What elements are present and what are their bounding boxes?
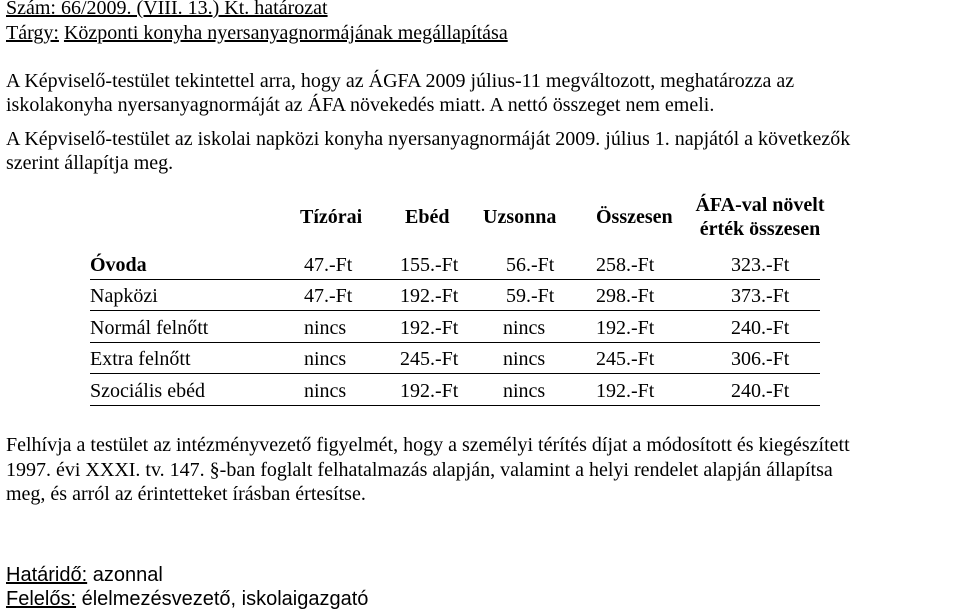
- row-label-szocialis-ebed: Szociális ebéd: [90, 380, 205, 402]
- table-cell: nincs: [304, 317, 347, 339]
- table-cell: 192.-Ft: [400, 285, 459, 307]
- row-label-napkozi: Napközi: [90, 285, 158, 307]
- row-divider: [90, 279, 820, 280]
- table-cell: nincs: [503, 348, 546, 370]
- intro-line-2: iskolakonyha nyersanyagnormáját az ÁFA növekedés miatt. A nettó összeget nem emeli.: [6, 94, 715, 116]
- table-cell: 192.-Ft: [400, 380, 459, 402]
- deadline-value: azonnal: [92, 564, 163, 586]
- row-divider: [90, 373, 820, 374]
- header-afa-line-2: érték összesen: [699, 218, 821, 240]
- closing-line-2: 1997. évi XXXI. tv. 147. §-ban foglalt felhatalmazás alapján, valamint a helyi rendelet alapján állapítsa: [6, 459, 833, 481]
- table-cell: 240.-Ft: [731, 317, 790, 339]
- responsible-line: [6, 588, 368, 611]
- table-cell: 192.-Ft: [596, 380, 655, 402]
- table-cell: 155.-Ft: [400, 254, 459, 276]
- header-tizorai: Tízórai: [300, 206, 363, 228]
- table-cell: 323.-Ft: [731, 254, 790, 276]
- document-number: Szám: 66/2009. (VIII. 13.) Kt. határozat: [6, 0, 328, 19]
- intro-line-3: A Képviselő-testület az iskolai napközi konyha nyersanyagnormáját 2009. július 1. napjától a következők: [6, 128, 851, 150]
- table-cell: nincs: [503, 317, 546, 339]
- row-divider: [90, 310, 820, 311]
- row-divider: [90, 405, 820, 406]
- table-cell: 306.-Ft: [731, 348, 790, 370]
- responsible-label: Felelős:: [6, 588, 77, 610]
- deadline-line: [6, 564, 163, 587]
- header-ebed: Ebéd: [405, 206, 450, 228]
- closing-line-1: Felhívja a testület az intézményvezető figyelmét, hogy a személyi térítés díjat a módosított és kiegészített: [6, 434, 850, 456]
- deadline-label: Határidő:: [6, 564, 88, 586]
- row-label-ovoda: Óvoda: [90, 254, 147, 276]
- table-cell: 298.-Ft: [596, 285, 655, 307]
- header-osszesen: Összesen: [596, 206, 673, 228]
- table-cell: 59.-Ft: [506, 285, 555, 307]
- header-uzsonna: Uzsonna: [483, 206, 557, 228]
- table-cell: 56.-Ft: [506, 254, 555, 276]
- table-cell: 192.-Ft: [596, 317, 655, 339]
- subject-label: Tárgy:: [6, 22, 59, 44]
- header-afa-line-1: ÁFA-val növelt: [695, 194, 825, 216]
- intro-line-4: szerint állapítja meg.: [6, 152, 174, 174]
- subject-text: Központi konyha nyersanyagnormájának megállapítása: [63, 22, 508, 44]
- row-label-extra-felnott: Extra felnőtt: [90, 348, 191, 370]
- table-cell: 240.-Ft: [731, 380, 790, 402]
- table-cell: nincs: [304, 348, 347, 370]
- table-cell: nincs: [304, 380, 347, 402]
- table-cell: 192.-Ft: [400, 317, 459, 339]
- table-cell: nincs: [503, 380, 546, 402]
- closing-line-3: meg, és arról az érintetteket írásban értesítse.: [6, 483, 366, 505]
- row-label-normal-felnott: Normál felnőtt: [90, 317, 209, 339]
- table-cell: 258.-Ft: [596, 254, 655, 276]
- table-cell: 245.-Ft: [400, 348, 459, 370]
- row-divider: [90, 342, 820, 343]
- intro-line-1: A Képviselő-testület tekintettel arra, hogy az ÁGFA 2009 július-11 megváltozott, meghatározza az: [6, 70, 795, 92]
- table-cell: 47.-Ft: [304, 285, 353, 307]
- table-cell: 373.-Ft: [731, 285, 790, 307]
- responsible-value: élelmezésvezető, iskolaigazgató: [81, 588, 369, 610]
- table-cell: 245.-Ft: [596, 348, 655, 370]
- table-cell: 47.-Ft: [304, 254, 353, 276]
